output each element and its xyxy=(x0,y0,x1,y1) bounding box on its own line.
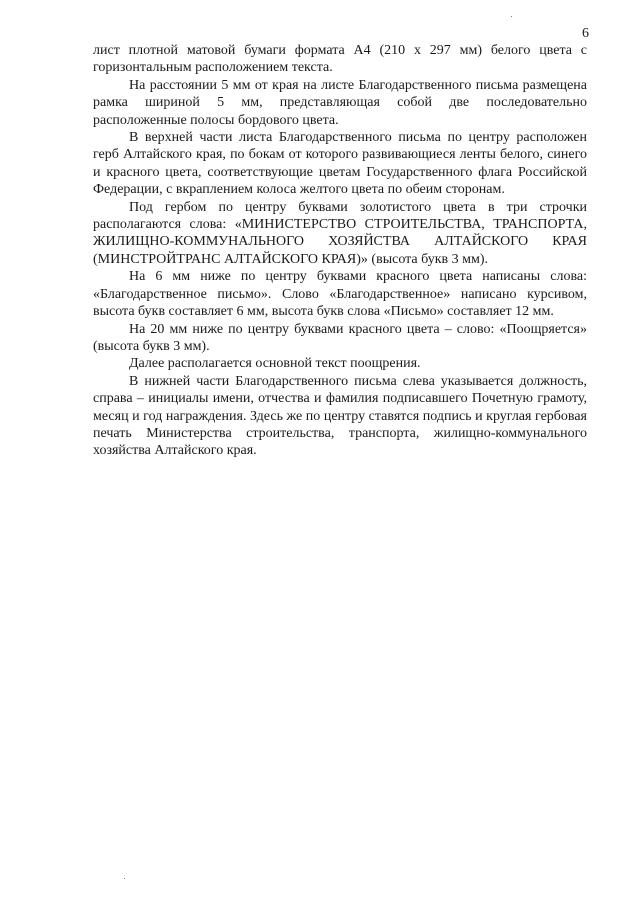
paragraph-main-text: Далее располагается основной текст поощрения. xyxy=(129,356,421,372)
paragraph-encouraged: На 20 мм ниже по центру буквами красного цвета – слово: «Поощряется» (высота букв 3 мм). xyxy=(93,321,587,354)
scan-speck xyxy=(511,16,512,17)
document-body xyxy=(93,42,587,460)
scan-speck xyxy=(124,878,125,879)
paragraph-paper-format: лист плотной матовой бумаги формата А4 (210 х 297 мм) белого цвета с горизонтальным расположением текста. xyxy=(93,43,587,76)
paragraph-ministry-title: Под гербом по центру буквами золотистого цвета в три строчки располагаются слова: «МИНИСТЕРСТВО СТРОИТЕЛЬСТВА, ТРАНСПОРТА, ЖИЛИЩНО-КОММУНАЛЬНОГО ХОЗЯЙСТВА АЛТАЙСКОГО КРАЯ (МИНСТРОЙТРАНС АЛТАЙСКОГО КРАЯ)» (высота букв 3 мм). xyxy=(93,199,587,267)
paragraph-letter-heading: На 6 мм ниже по центру буквами красного цвета написаны слова: «Благодарственное письмо». Слово «Благодарственное» написано курсивом, высота букв составляет 6 мм, высота букв слова «Письмо» составляет 12 мм. xyxy=(93,269,587,320)
page-number: 6 xyxy=(582,26,589,41)
paragraph-signature-block: В нижней части Благодарственного письма слева указывается должность, справа – инициалы имени, отчества и фамилия подписавшего Почетную грамоту, месяц и год награждения. Здесь же по центру ставятся подпись и круглая гербовая печать Министерства строительства, транспорта, жилищно-коммунального хозяйства Алтайского края. xyxy=(93,373,587,459)
paragraph-coat-of-arms: В верхней части листа Благодарственного письма по центру расположен герб Алтайского края, по бокам от которого развивающиеся ленты белого, синего и красного цвета, соответствующие цветам Государственного флага Российской Федерации, с вкраплением колоса желтого цвета по обеим сторонам. xyxy=(93,130,587,198)
paragraph-frame: На расстоянии 5 мм от края на листе Благодарственного письма размещена рамка шириной 5 мм, представляющая собой две последовательно расположенные полосы бордового цвета. xyxy=(93,77,587,128)
